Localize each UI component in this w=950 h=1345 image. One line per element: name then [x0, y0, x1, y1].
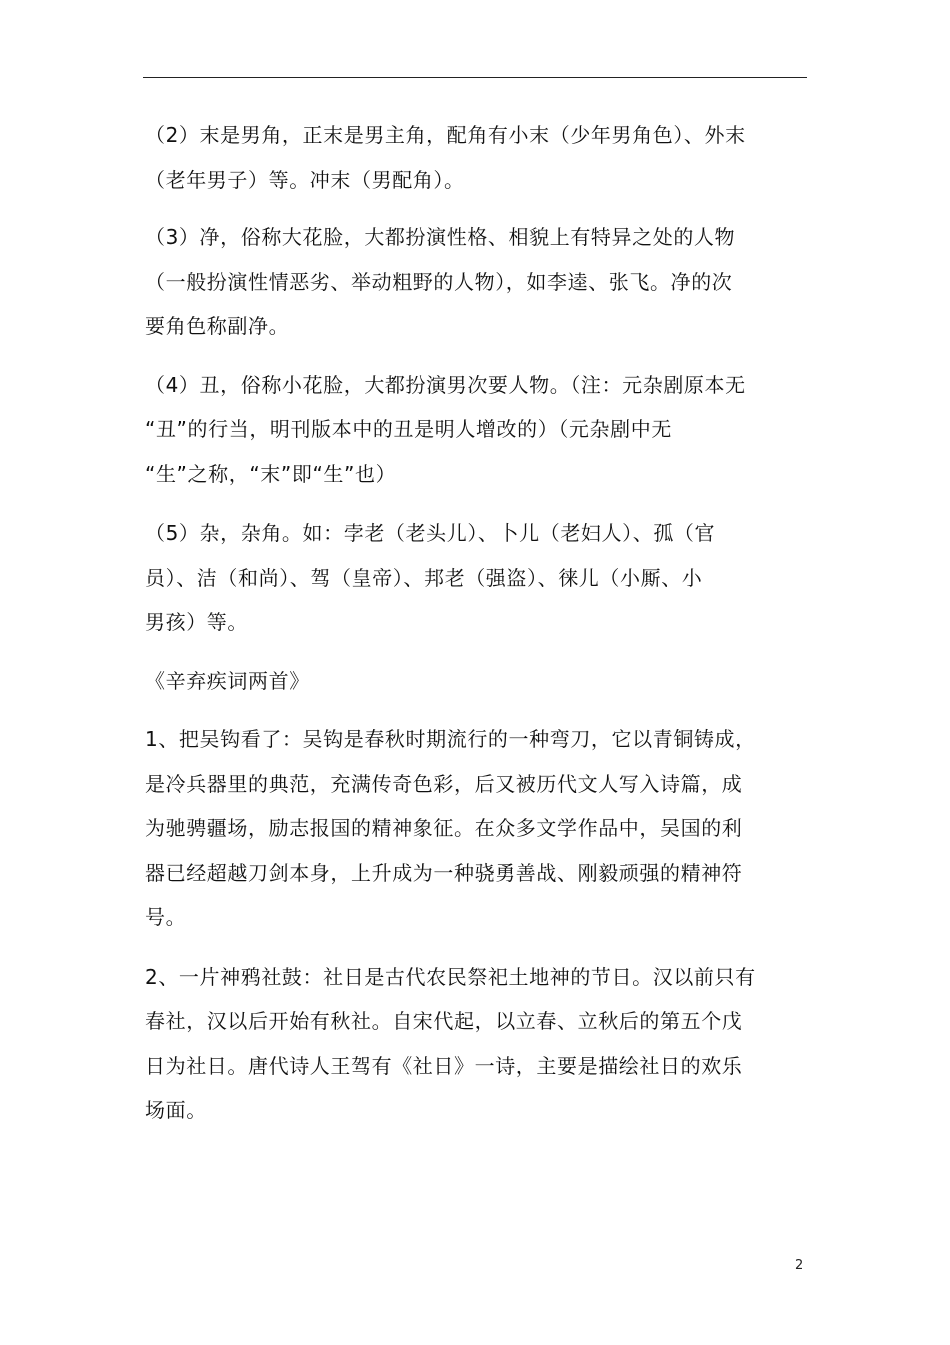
text-line: 日为社日。唐代诗人王驾有《社日》一诗，主要是描绘社日的欢乐 — [145, 1053, 743, 1078]
paragraph-role-jing — [145, 215, 795, 349]
text-line: （老年男子）等。冲末（男配角）。 — [145, 167, 465, 192]
document-body — [145, 113, 795, 1133]
text-line: 员）、洁（和尚）、驾（皇帝）、邦老（强盗）、徕儿（小厮、小 — [145, 565, 703, 590]
paragraph-role-chou — [145, 363, 795, 497]
page-number: 2 — [795, 1258, 804, 1273]
text-line: 是冷兵器里的典范，充满传奇色彩，后又被历代文人写入诗篇，成 — [145, 771, 743, 796]
section-heading-text: 《辛弃疾词两首》 — [145, 668, 310, 693]
paragraph-role-mo — [145, 113, 795, 202]
text-line: 场面。 — [145, 1098, 207, 1122]
text-line: 春社，汉以后开始有秋社。自宋代起，以立春、立秋后的第五个戊 — [145, 1009, 743, 1033]
text-line: （一般扮演性情恶劣、举动粗野的人物），如李逵、张飞。净的次 — [145, 269, 733, 294]
paragraph-she-gu — [145, 955, 795, 1133]
text-line: （3）净，俗称大花脸，大都扮演性格、相貌上有特异之处的人物 — [145, 225, 736, 249]
paragraph-wu-gou — [145, 717, 795, 940]
section-heading — [145, 659, 795, 704]
text-line: 1、把吴钩看了：吴钩是春秋时期流行的一种弯刀，它以青铜铸成， — [145, 727, 756, 751]
text-line: “生”之称，“末”即“生”也） — [145, 461, 397, 486]
text-line: “丑”的行当，明刊版本中的丑是明人增改的）（元杂剧中无 — [145, 417, 672, 441]
text-line: 器已经超越刀剑本身，上升成为一种骁勇善战、刚毅顽强的精神符 — [145, 860, 743, 885]
header-rule — [143, 77, 807, 78]
text-line: 要角色称副净。 — [145, 314, 290, 338]
text-line: （5）杂，杂角。如：孛老（老头儿）、卜儿（老妇人）、孤（官 — [145, 521, 716, 545]
text-line: 为驰骋疆场，励志报国的精神象征。在众多文学作品中，吴国的利 — [145, 816, 743, 840]
text-line: （2）末是男角，正末是男主角，配角有小末（少年男角色）、外末 — [145, 123, 746, 147]
text-line: 号。 — [145, 905, 187, 929]
text-line: （4）丑，俗称小花脸，大都扮演男次要人物。（注：元杂剧原本无 — [145, 372, 746, 397]
paragraph-role-za — [145, 511, 795, 645]
text-line: 2、一片神鸦社鼓：社日是古代农民祭祀土地神的节日。汉以前只有 — [145, 964, 756, 989]
text-line: 男孩）等。 — [145, 610, 248, 634]
